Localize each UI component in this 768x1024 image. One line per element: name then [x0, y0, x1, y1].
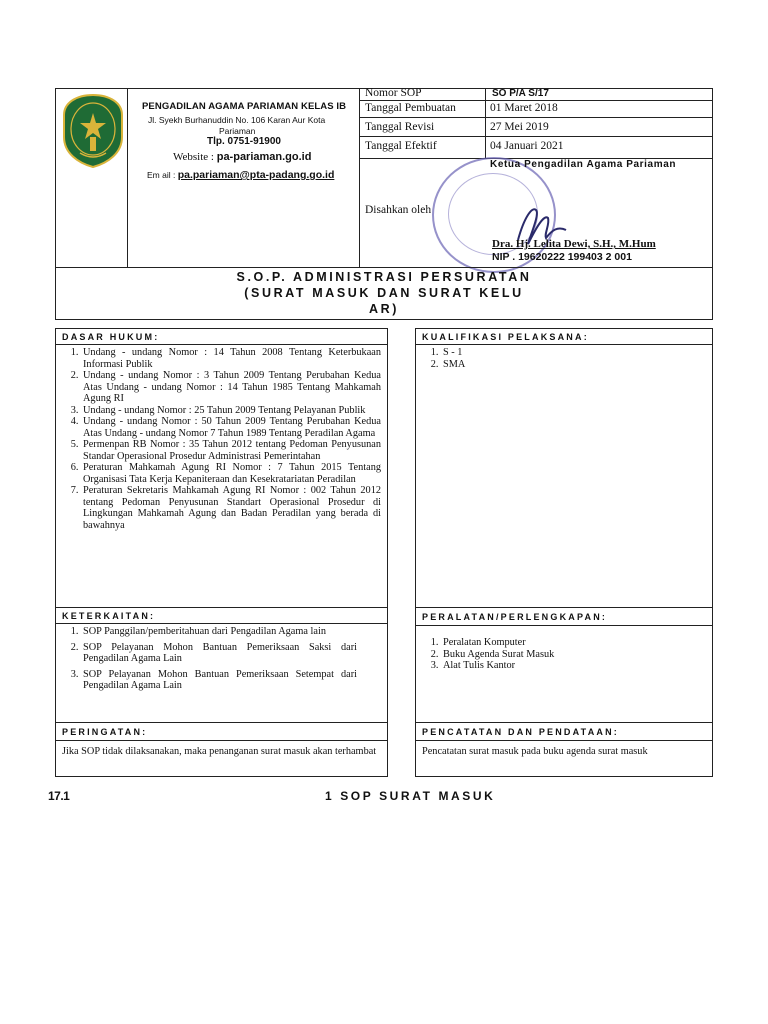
kualifikasi-list: [417, 347, 697, 370]
footer-title: 1 SOP SURAT MASUK: [325, 789, 496, 803]
list-item: 2. SOP Pelayanan Mohon Bantuan Pemeriksaan Saksi dari Pengadilan Agama Lain: [81, 642, 357, 665]
list-item: 6. Peraturan Mahkamah Agung RI Nomor : 7 Tahun 2015 Tentang Organisasi Tata Kerja Kepaniteraan dan Kesekratariatan Peradilan: [81, 462, 381, 485]
list-item: 3. SOP Pelayanan Mohon Bantuan Pemeriksaan Setempat dari Pengadilan Agama Lain: [81, 669, 357, 692]
approver-title: Ketua Pengadilan Agama Pariaman: [490, 159, 677, 170]
list-item: 4. Undang - undang Nomor : 50 Tahun 2009 Tentang Perubahan Kedua Atas Undang - undang Nomor 7 Tahun 1989 Tentang Peradilan Agama: [81, 416, 381, 439]
org-email: [147, 165, 334, 183]
list-item: 3. Undang - undang Nomor : 25 Tahun 2009 Tentang Pelayanan Publik: [81, 405, 381, 417]
keterkaitan-title: KETERKAITAN:: [62, 611, 156, 621]
pencatatan-title: PENCATATAN DAN PENDATAAN:: [422, 727, 619, 737]
meta-label-pembuatan: Tanggal Pembuatan: [365, 102, 456, 114]
list-item: 3. Alat Tulis Kantor: [441, 660, 697, 672]
sop-title: [55, 269, 713, 317]
dasar-hukum-title: DASAR HUKUM:: [62, 332, 160, 342]
email-link[interactable]: pa.pariaman@pta-padang.go.id: [177, 169, 335, 181]
pencatatan-text: Pencatatan surat masuk pada buku agenda surat masuk: [422, 746, 648, 757]
keterkaitan-list: [57, 626, 357, 692]
list-item: 1. S - 1: [441, 347, 697, 359]
kualifikasi-box: [415, 328, 713, 777]
website-label: Website :: [173, 151, 217, 163]
sop-title-line1: S.O.P. ADMINISTRASI PERSURATAN: [236, 270, 532, 284]
list-item: 1. Peralatan Komputer: [441, 637, 697, 649]
list-item: 5. Permenpan RB Nomor : 35 Tahun 2012 tentang Pedoman Penyusunan Standar Operasional Prosedur Administrasi Pemerintahan: [81, 439, 381, 462]
sop-title-line2: (SURAT MASUK DAN SURAT KELU: [244, 286, 524, 300]
org-website: [173, 151, 311, 163]
list-item: 2. SMA: [441, 359, 697, 371]
org-address: Jl. Syekh Burhanuddin No. 106 Karan Aur Kota: [148, 115, 326, 125]
list-item: 7. Peraturan Sekretaris Mahkamah Agung RI Nomor : 002 Tahun 2012 tentang Pedoman Penyusunan Standart Operasional Prosedur di Lingkungan Mahkamah Agung dan Badan Peradilan yang berada di bawahnya: [81, 485, 381, 531]
peralatan-list: [417, 637, 697, 672]
approver-nip: NIP . 19620222 199403 2 001: [492, 251, 632, 263]
footer-number: 17.1: [48, 789, 70, 803]
meta-value-revisi: 27 Mei 2019: [490, 121, 549, 133]
approver-name: Dra. Hj. Lelita Dewi, S.H., M.Hum: [492, 238, 656, 250]
website-link[interactable]: pa-pariaman.go.id: [216, 151, 312, 163]
sop-title-line3: AR): [368, 302, 400, 316]
list-item: 2. Undang - undang Nomor : 3 Tahun 2009 Tentang Perubahan Kedua Atas Undang - undang Nomor : 14 Tahun 1985 Tentang Mahkamah Agung RI: [81, 370, 381, 405]
meta-value-nomor: SO P/A S/17: [492, 88, 549, 99]
list-item: 2. Buku Agenda Surat Masuk: [441, 649, 697, 661]
dasar-hukum-list: [57, 347, 381, 531]
org-address-city: Pariaman: [219, 126, 256, 136]
meta-label-revisi: Tanggal Revisi: [365, 121, 435, 133]
org-name: PENGADILAN AGAMA PARIAMAN KELAS IB: [142, 101, 347, 112]
list-item: 1. SOP Panggilan/pemberitahuan dari Pengadilan Agama lain: [81, 626, 357, 638]
list-item: 1. Undang - undang Nomor : 14 Tahun 2008 Tentang Keterbukaan Informasi Publik: [81, 347, 381, 370]
email-label: Em ail :: [147, 170, 178, 180]
peringatan-text: Jika SOP tidak dilaksanakan, maka penanganan surat masuk akan terhambat: [62, 746, 377, 757]
org-phone: Tlp. 0751-91900: [207, 136, 281, 147]
meta-value-pembuatan: 01 Maret 2018: [490, 102, 558, 114]
approved-label: Disahkan oleh: [365, 204, 432, 216]
kualifikasi-title: KUALIFIKASI PELAKSANA:: [422, 332, 589, 342]
peringatan-title: PERINGATAN:: [62, 727, 148, 737]
court-logo: [62, 93, 124, 169]
meta-label-efektif: Tanggal Efektif: [365, 140, 437, 152]
meta-value-efektif: 04 Januari 2021: [490, 140, 564, 152]
meta-label-nomor: Nomor SOP: [365, 87, 422, 99]
peralatan-title: PERALATAN/PERLENGKAPAN:: [422, 612, 608, 622]
